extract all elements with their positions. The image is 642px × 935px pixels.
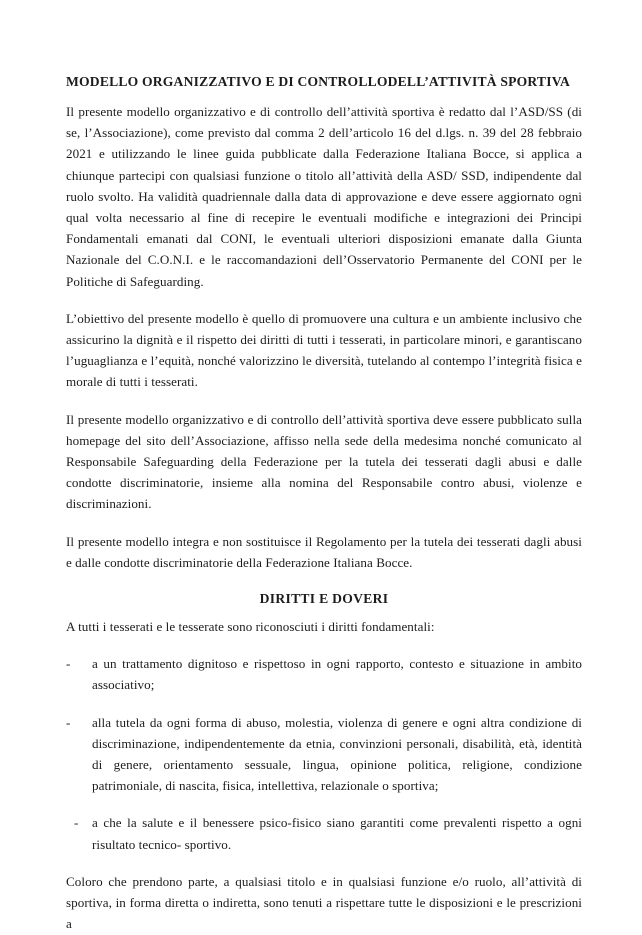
paragraph-integration: Il presente modello integra e non sostituisce il Regolamento per la tutela dei tesserati dagli abusi e dalle condotte discriminatorie della Federazione Italiana Bocce. xyxy=(66,533,582,570)
rights-list xyxy=(66,653,582,855)
list-item-text: a che la salute e il benessere psico-fisico siano garantiti come prevalenti rispetto a ogni risultato tecnico- sportivo. xyxy=(92,815,582,852)
list-item xyxy=(66,653,582,695)
paragraph-publication: Il presente modello organizzativo e di controllo dell’attività sportiva deve essere pubblicato sulla homepage del sito dell’Associazione, affisso nella sede della medesima nonché comunicato al Responsabile Safeguarding della Federazione per la tutela dei tesserati dagli abusi e dalle condotte discriminatorie, insieme alla nomina del Responsabile contro abusi, violenze e discriminazioni. xyxy=(66,411,582,512)
paragraph-objective: L’obiettivo del presente modello è quello di promuovere una cultura e un ambiente inclusivo che assicurino la dignità e il rispetto dei diritti di tutti i tesserati, in particolare minori, e garantiscano l’uguaglianza e l’equità, nonché valorizzino le diversità, tutelando al contempo l’integrità fisica e morale di tutti i tesserati. xyxy=(66,310,582,390)
list-item xyxy=(66,812,582,854)
list-bullet: - xyxy=(66,656,71,672)
section-intro: A tutti i tesserati e le tesserate sono riconosciuti i diritti fondamentali: xyxy=(66,619,435,635)
document-body xyxy=(66,72,582,935)
section-heading: DIRITTI E DOVERI xyxy=(259,591,389,607)
list-item-text: alla tutela da ogni forma di abuso, molestia, violenza di genere e ogni altra condizione di discriminazione, indipendentemente da etnia, convinzioni personali, disabilità, età, identità di genere, orientamento sessuale, lingua, opinione politica, religione, condizione patrimoniale, di nascita, fisica, intellettiva, relazionale o sportiva; xyxy=(92,714,582,794)
list-bullet: - xyxy=(74,815,79,831)
paragraph-scope: Il presente modello organizzativo e di controllo dell’attività sportiva è redatto dal l’ASD/SS (di se, l’Associazione), come previsto dal comma 2 dell’articolo 16 del d.lgs. n. 39 del 28 febbraio 2021 e utilizzando le linee guida pubblicate dalla Federazione Italiana Bocce, si applica a chiunque partecipi con qualsiasi funzione o titolo all’attività della ASD/ SSD, indipendente dal ruolo svolto. Ha validità quadriennale dalla data di approvazione e deve essere aggiornato ogni qual volta necessario al fine di recepire le eventuali modifiche e integrazioni dei Principi Fondamentali emanati dal CONI, le eventuali ulteriori disposizioni emanate dalla Giunta Nazionale del C.O.N.I. e le raccomandazioni dell’Osservatorio Permanente del CONI per le Politiche di Safeguarding. xyxy=(66,104,582,289)
list-item xyxy=(66,712,582,797)
document-title: MODELLO ORGANIZZATIVO E DI CONTROLLODELL’ATTIVITÀ SPORTIVA xyxy=(66,74,570,89)
list-bullet: - xyxy=(66,714,71,730)
closing-paragraph: Coloro che prendono parte, a qualsiasi titolo e in qualsiasi funzione e/o ruolo, all’attività di sportiva, in forma diretta o indiretta, sono tenuti a rispettare tutte le disposizioni e le prescrizioni a xyxy=(66,873,582,932)
list-item-text: a un trattamento dignitoso e rispettoso in ogni rapporto, contesto e situazione in ambito associativo; xyxy=(92,656,582,693)
